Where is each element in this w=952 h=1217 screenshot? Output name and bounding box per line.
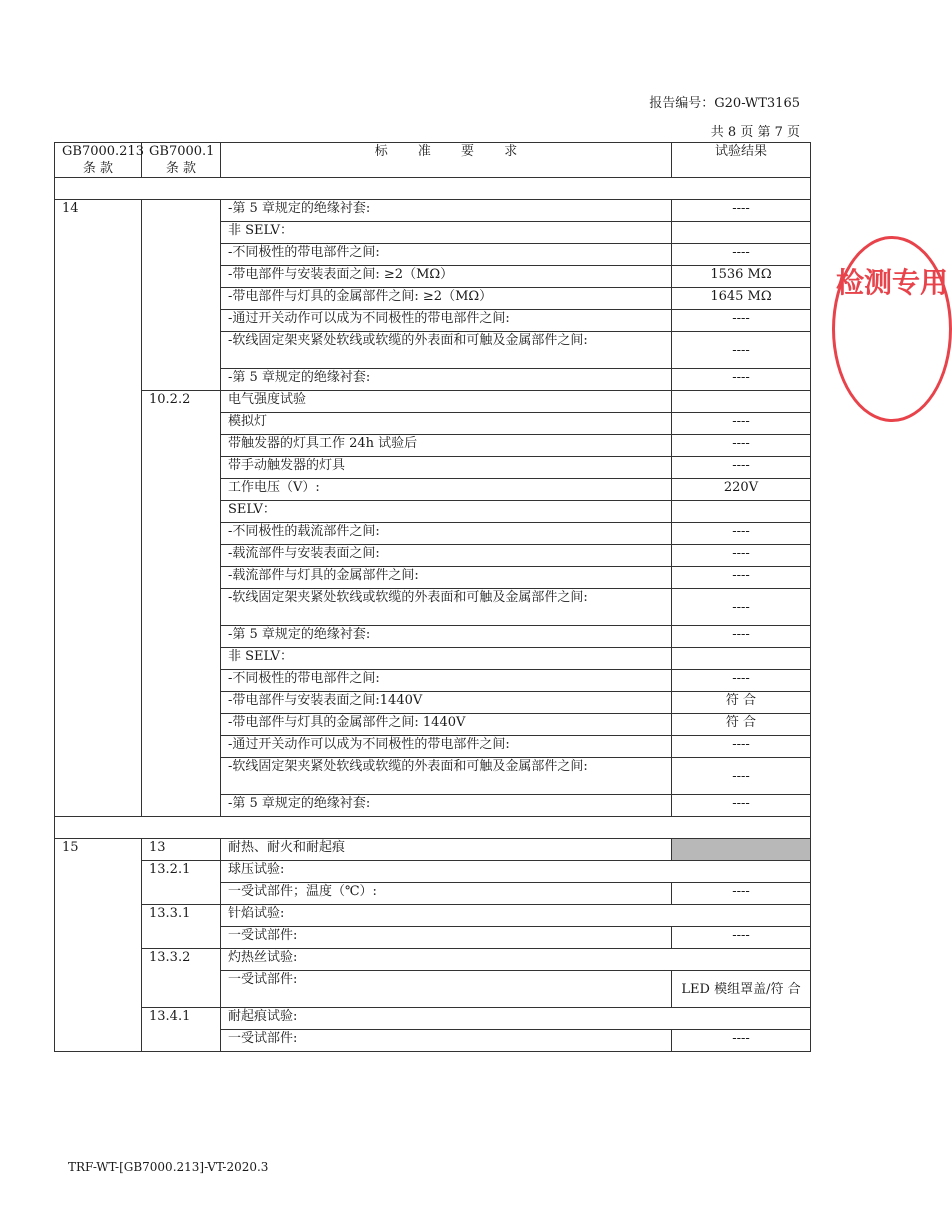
requirement-cell: -带电部件与灯具的金属部件之间: ≥2（MΩ） xyxy=(221,288,672,310)
col-header-gb7000-213 xyxy=(55,143,142,178)
col-header-c1-line1: GB7000.213 xyxy=(62,144,144,159)
requirement-cell: -第 5 章规定的绝缘衬套: xyxy=(221,795,672,817)
subclause-cell: 13 xyxy=(142,839,221,861)
requirement-cell: 一受试部件: xyxy=(221,927,672,949)
report-number: 报告编号：G20-WT3165 xyxy=(649,96,800,111)
subclause-cell: 13.3.1 xyxy=(142,905,221,949)
col-header-c2-line1: GB7000.1 xyxy=(149,144,215,159)
result-cell xyxy=(672,501,811,523)
result-cell-shaded xyxy=(672,839,811,861)
result-cell: ---- xyxy=(672,244,811,266)
result-cell: ---- xyxy=(672,795,811,817)
requirement-cell: -载流部件与安装表面之间: xyxy=(221,545,672,567)
requirement-cell: 球压试验: xyxy=(221,861,811,883)
result-cell: ---- xyxy=(672,369,811,391)
table-row xyxy=(55,861,811,883)
result-cell: ---- xyxy=(672,1030,811,1052)
requirement-cell: 耐热、耐火和耐起痕 xyxy=(221,839,672,861)
requirement-cell: 带手动触发器的灯具 xyxy=(221,457,672,479)
requirement-cell: 针焰试验: xyxy=(221,905,811,927)
table-row xyxy=(55,949,811,971)
result-cell: ---- xyxy=(672,310,811,332)
requirement-cell: -不同极性的带电部件之间: xyxy=(221,244,672,266)
requirement-cell: -软线固定架夹紧处软线或软缆的外表面和可触及金属部件之间: xyxy=(221,589,672,626)
subclause-cell: 13.2.1 xyxy=(142,861,221,905)
col-header-result: 试验结果 xyxy=(672,143,811,178)
result-cell: ---- xyxy=(672,589,811,626)
inspection-seal-text: 检测专用 xyxy=(836,266,949,299)
result-cell: ---- xyxy=(672,758,811,795)
page-number: 共 8 页 第 7 页 xyxy=(710,125,800,140)
col-header-c2-line2: 条 款 xyxy=(165,161,197,176)
requirement-cell: 一受试部件: xyxy=(221,1030,672,1052)
requirement-cell: -通过开关动作可以成为不同极性的带电部件之间: xyxy=(221,310,672,332)
subclause-cell xyxy=(142,200,221,391)
result-cell: 220V xyxy=(672,479,811,501)
table-header-row xyxy=(55,143,811,178)
requirement-cell: 耐起痕试验: xyxy=(221,1008,811,1030)
result-cell: ---- xyxy=(672,927,811,949)
requirement-cell: 带触发器的灯具工作 24h 试验后 xyxy=(221,435,672,457)
result-cell: ---- xyxy=(672,523,811,545)
clause-cell: 14 xyxy=(55,200,142,817)
col-header-requirements: 标 准 要 求 xyxy=(221,143,672,178)
requirement-cell: 一受试部件: xyxy=(221,971,672,1008)
table-row xyxy=(55,1008,811,1030)
result-cell: ---- xyxy=(672,883,811,905)
requirement-cell: -带电部件与灯具的金属部件之间: 1440V xyxy=(221,714,672,736)
result-cell: 符 合 xyxy=(672,714,811,736)
inspection-seal-ring xyxy=(832,236,952,422)
requirement-cell: -软线固定架夹紧处软线或软缆的外表面和可触及金属部件之间: xyxy=(221,332,672,369)
form-code-footer: TRF-WT-[GB7000.213]-VT-2020.3 xyxy=(68,1160,269,1174)
result-cell xyxy=(672,391,811,413)
result-cell: ---- xyxy=(672,626,811,648)
result-cell: ---- xyxy=(672,670,811,692)
clause-cell: 15 xyxy=(55,839,142,1052)
requirement-cell: -带电部件与安装表面之间: ≥2（MΩ） xyxy=(221,266,672,288)
subclause-cell: 10.2.2 xyxy=(142,391,221,817)
requirement-cell: -不同极性的带电部件之间: xyxy=(221,670,672,692)
requirement-cell: -载流部件与灯具的金属部件之间: xyxy=(221,567,672,589)
result-cell: ---- xyxy=(672,567,811,589)
requirement-cell: 非 SELV： xyxy=(221,648,672,670)
requirement-cell: -第 5 章规定的绝缘衬套: xyxy=(221,369,672,391)
requirement-cell: 非 SELV： xyxy=(221,222,672,244)
result-cell: ---- xyxy=(672,332,811,369)
result-cell xyxy=(672,648,811,670)
requirement-cell: -第 5 章规定的绝缘衬套: xyxy=(221,626,672,648)
spacer-row xyxy=(55,178,811,200)
result-cell: 1645 MΩ xyxy=(672,288,811,310)
requirement-cell: 灼热丝试验: xyxy=(221,949,811,971)
table-row xyxy=(55,839,811,861)
test-results-table xyxy=(54,142,811,1052)
requirement-cell: SELV： xyxy=(221,501,672,523)
requirement-cell: 电气强度试验 xyxy=(221,391,672,413)
subclause-cell: 13.3.2 xyxy=(142,949,221,1008)
table-row xyxy=(55,200,811,222)
result-cell: 符 合 xyxy=(672,692,811,714)
requirement-cell: 模拟灯 xyxy=(221,413,672,435)
table-row xyxy=(55,905,811,927)
requirement-cell: -不同极性的载流部件之间: xyxy=(221,523,672,545)
result-cell xyxy=(672,222,811,244)
result-cell: ---- xyxy=(672,200,811,222)
col-header-c1-line2: 条 款 xyxy=(82,161,114,176)
requirement-cell: 一受试部件；温度（℃）: xyxy=(221,883,672,905)
result-cell: 1536 MΩ xyxy=(672,266,811,288)
result-cell: LED 模组罩盖/符 合 xyxy=(672,971,811,1008)
requirement-cell: -带电部件与安装表面之间:1440V xyxy=(221,692,672,714)
result-cell: ---- xyxy=(672,435,811,457)
table-row xyxy=(55,391,811,413)
result-cell: ---- xyxy=(672,736,811,758)
spacer-row xyxy=(55,817,811,839)
requirement-cell: -第 5 章规定的绝缘衬套: xyxy=(221,200,672,222)
result-cell: ---- xyxy=(672,545,811,567)
col-header-gb7000-1 xyxy=(142,143,221,178)
result-cell: ---- xyxy=(672,457,811,479)
requirement-cell: 工作电压（V）: xyxy=(221,479,672,501)
spacer-cell xyxy=(55,817,811,839)
subclause-cell: 13.4.1 xyxy=(142,1008,221,1052)
result-cell: ---- xyxy=(672,413,811,435)
requirement-cell: -通过开关动作可以成为不同极性的带电部件之间: xyxy=(221,736,672,758)
requirement-cell: -软线固定架夹紧处软线或软缆的外表面和可触及金属部件之间: xyxy=(221,758,672,795)
